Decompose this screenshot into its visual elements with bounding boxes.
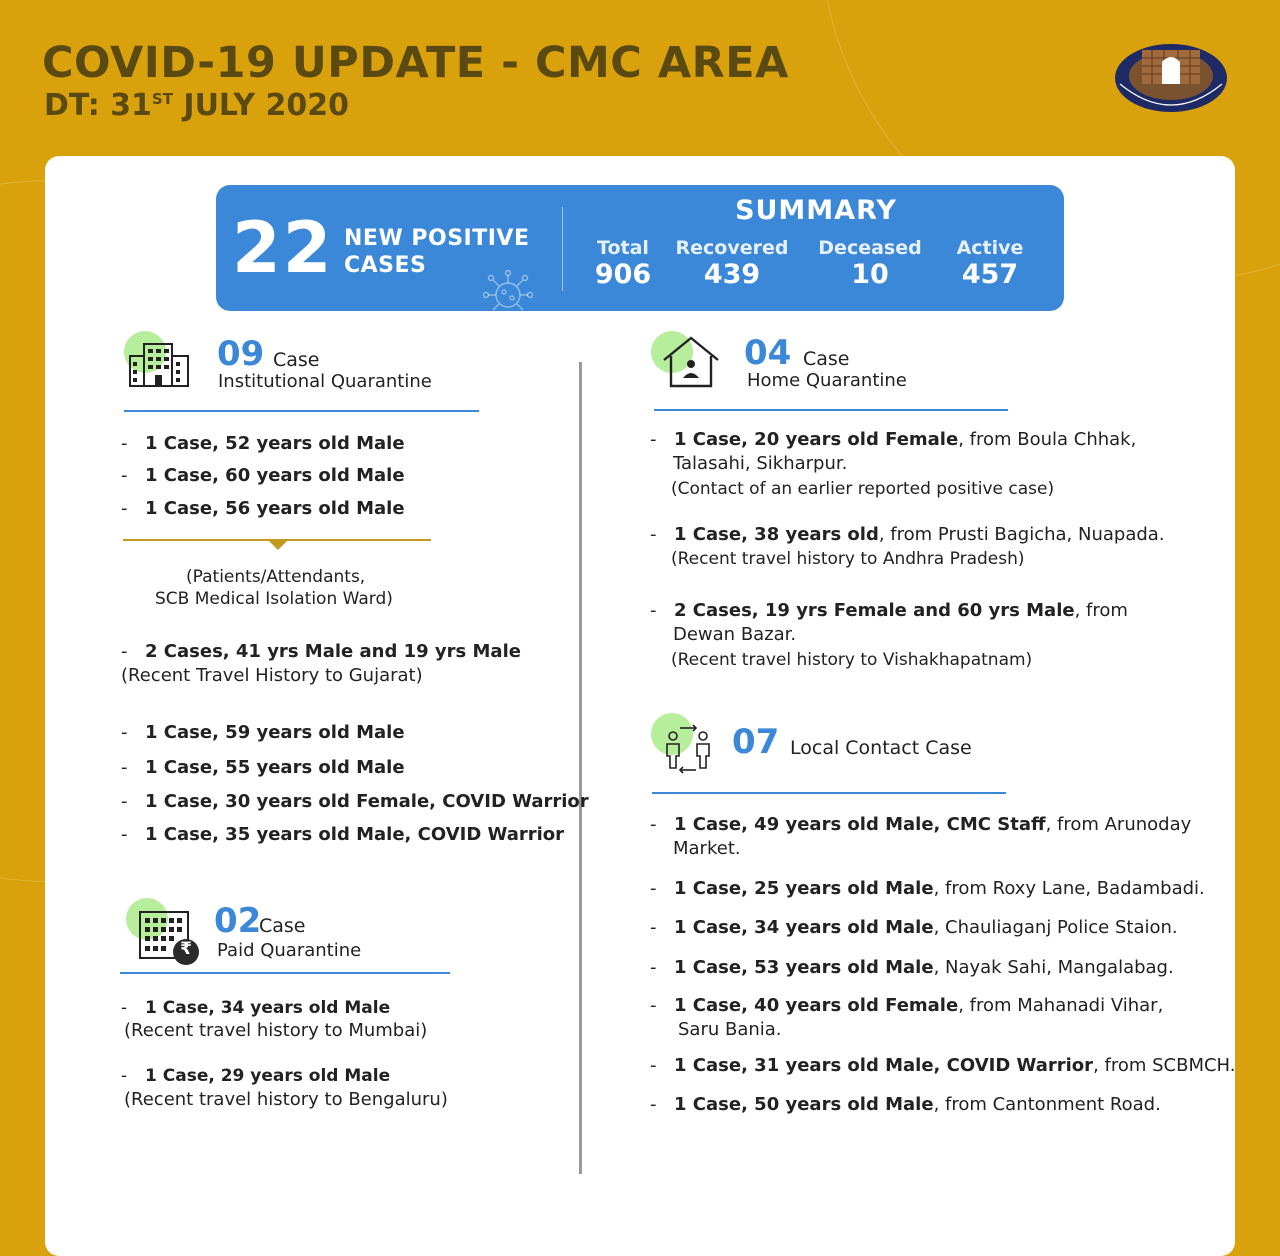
list-item-line2: Market.: [673, 838, 741, 859]
list-item-note: (Recent travel history to Bengaluru): [124, 1089, 448, 1110]
list-item-line2: Talasahi, Sikharpur.: [673, 453, 848, 474]
summary-banner: [216, 185, 1064, 311]
local-label: Local Contact Case: [790, 737, 972, 759]
list-item: - 1 Case, 56 years old Male: [121, 498, 405, 519]
group-note-line2: SCB Medical Isolation Ward): [155, 589, 393, 609]
list-item: - 1 Case, 50 years old Male, from Cantonment Road.: [650, 1094, 1161, 1115]
summary-divider: [562, 207, 563, 291]
stat-deceased: Deceased 10: [818, 237, 922, 290]
summary-title: SUMMARY: [735, 195, 897, 226]
paid-case-word: Case: [259, 915, 306, 937]
list-item-line2: Saru Bania.: [678, 1019, 782, 1040]
stat-total: Total 906: [594, 237, 652, 290]
group-note-line1: (Patients/Attendants,: [186, 567, 366, 587]
group-pointer: [269, 541, 287, 550]
list-item-note: (Recent travel history to Mumbai): [124, 1020, 428, 1041]
home-label: Home Quarantine: [747, 370, 907, 391]
list-item: - 1 Case, 25 years old Male, from Roxy Lane, Badambadi.: [650, 878, 1205, 899]
list-item: - 1 Case, 20 years old Female, from Boula Chhak,: [650, 429, 1137, 450]
new-positive-label: NEW POSITIVE CASES: [344, 226, 530, 278]
list-item: - 2 Cases, 41 yrs Male and 19 yrs Male: [121, 641, 521, 662]
list-item: - 1 Case, 53 years old Male, Nayak Sahi, Mangalabag.: [650, 957, 1174, 978]
list-item-line2: Dewan Bazar.: [673, 624, 797, 645]
home-quarantine-icon: [660, 334, 722, 390]
list-item: - 1 Case, 30 years old Female, COVID Warrior: [121, 791, 589, 812]
list-item: - 1 Case, 40 years old Female, from Mahanadi Vihar,: [650, 995, 1164, 1016]
list-item: - 1 Case, 59 years old Male: [121, 722, 405, 743]
paid-count: 02: [214, 901, 262, 941]
list-item-note: (Recent travel history to Vishakhapatnam): [671, 650, 1033, 670]
contact-people-icon: [660, 722, 716, 774]
list-item: - 1 Case, 34 years old Male: [121, 998, 391, 1018]
list-item: - 1 Case, 31 years old Male, COVID Warrior, from SCBMCH.: [650, 1055, 1236, 1076]
institutional-case-word: Case: [273, 349, 320, 371]
institutional-label: Institutional Quarantine: [218, 371, 432, 392]
home-underline: [654, 409, 1008, 411]
rupee-icon: ₹: [180, 939, 192, 959]
paid-label: Paid Quarantine: [217, 940, 362, 961]
column-divider: [579, 362, 582, 1174]
local-underline: [652, 792, 1006, 794]
list-item: - 1 Case, 35 years old Male, COVID Warrior: [121, 824, 565, 845]
list-item: - 1 Case, 49 years old Male, CMC Staff, from Arunoday: [650, 814, 1192, 835]
new-positive-count: 22: [232, 207, 334, 289]
building-icon: [128, 340, 192, 390]
institutional-count: 09: [217, 334, 265, 374]
list-item: - 1 Case, 29 years old Male: [121, 1066, 391, 1086]
paid-underline: [120, 972, 450, 974]
page-title: COVID-19 UPDATE - CMC AREA: [42, 38, 789, 88]
cmc-logo: [1112, 28, 1230, 128]
home-case-word: Case: [803, 348, 850, 370]
list-item-note: (Recent travel history to Andhra Pradesh): [671, 549, 1025, 569]
list-item: - 1 Case, 38 years old, from Prusti Bagicha, Nuapada.: [650, 524, 1165, 545]
list-item: - 2 Cases, 19 yrs Female and 60 yrs Male, from: [650, 600, 1128, 621]
list-item-note: (Contact of an earlier reported positive case): [671, 479, 1055, 499]
list-item: - 1 Case, 55 years old Male: [121, 757, 405, 778]
list-item: - 1 Case, 60 years old Male: [121, 465, 405, 486]
list-item-note: (Recent Travel History to Gujarat): [121, 665, 423, 686]
institutional-underline: [124, 410, 479, 412]
stat-active: Active 457: [956, 237, 1024, 290]
home-count: 04: [744, 333, 792, 373]
virus-icon: [478, 265, 538, 311]
stat-recovered: Recovered 439: [675, 237, 789, 290]
page-date: DT: 31ST JULY 2020: [44, 88, 350, 123]
list-item: - 1 Case, 52 years old Male: [121, 433, 405, 454]
list-item: - 1 Case, 34 years old Male, Chauliaganj Police Staion.: [650, 917, 1178, 938]
local-count: 07: [732, 722, 780, 762]
